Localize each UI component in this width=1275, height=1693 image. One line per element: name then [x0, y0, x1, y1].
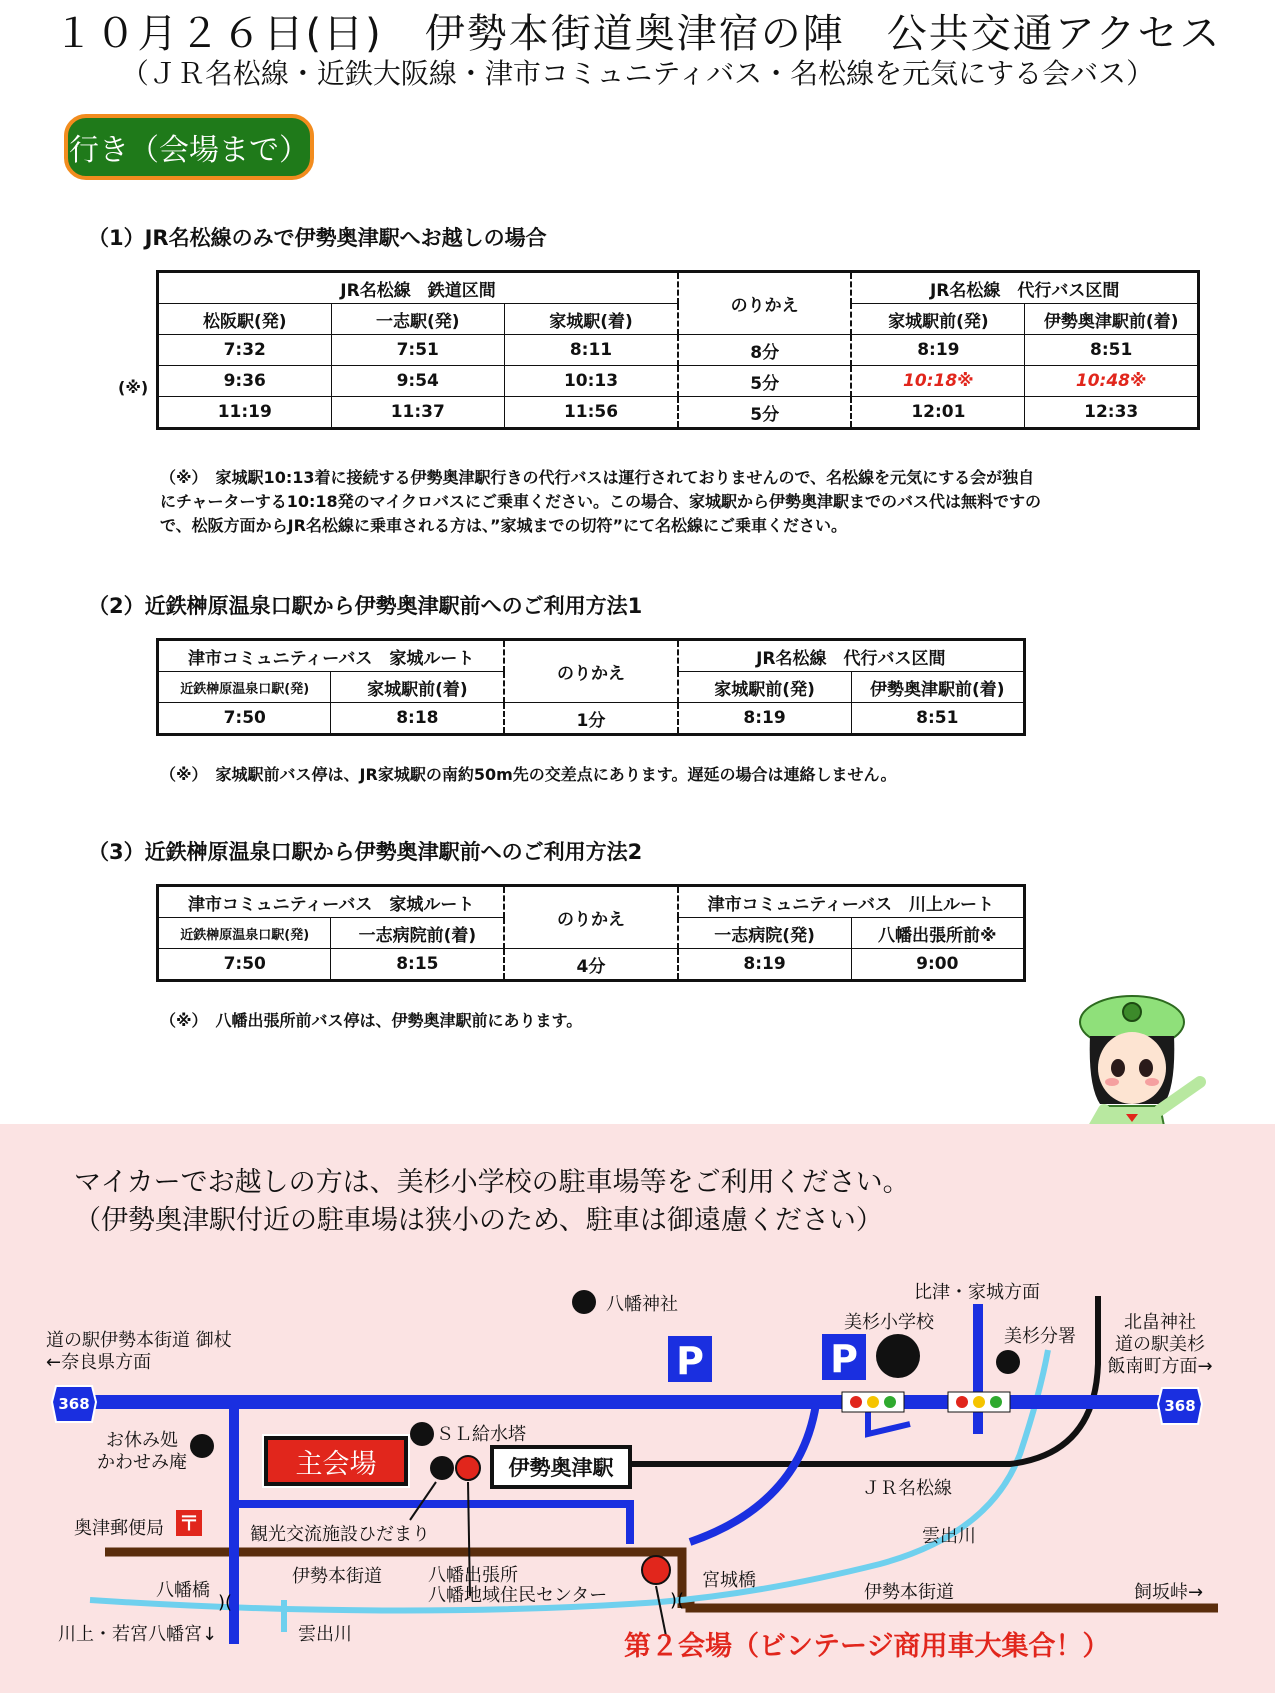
map-label: 雲出川: [298, 1624, 352, 1645]
table-cell: 8:15: [331, 949, 504, 981]
access-map: [0, 1124, 1275, 1693]
fire-station-dot: [996, 1350, 1020, 1374]
table-row: [158, 949, 1025, 981]
table-cell: 5分: [678, 366, 851, 397]
school-dot: [876, 1334, 920, 1378]
map-label: ＳＬ給水塔: [436, 1424, 526, 1445]
table-cell: 7:50: [158, 949, 331, 981]
map-label: 雲出川: [922, 1526, 976, 1547]
page-title: １０月２６日(日) 伊勢本街道奥津宿の陣 公共交通アクセス: [53, 11, 1222, 57]
bridge-mark: )(: [670, 1590, 685, 1611]
table-row: [158, 397, 1199, 429]
map-label-kitabatake: 北畠神社 道の駅美杉 飯南町方面→: [1107, 1312, 1213, 1377]
column-header: 家城駅前(発): [678, 672, 851, 703]
map-label-michinoeki: 道の駅伊勢本街道 御杖 ←奈良県方面: [46, 1330, 232, 1373]
transfer-header: のりかえ: [678, 272, 851, 335]
table-cell: 8分: [678, 335, 851, 366]
section3-note: （※） 八幡出張所前バス停は、伊勢奥津駅前にあります。: [160, 1011, 583, 1030]
table-cell: 1分: [504, 703, 677, 735]
timetable-3: [156, 884, 1026, 982]
transfer-header: のりかえ: [504, 886, 677, 949]
oyasumi-dot: [190, 1434, 214, 1458]
page-subtitle: （ＪＲ名松線・近鉄大阪線・津市コミュニティバス・名松線を元気にする会バス）: [120, 57, 1155, 90]
table-row: [158, 366, 1199, 397]
map-label: 川上・若宮八幡宮↓: [58, 1624, 218, 1645]
table-row: [158, 335, 1199, 366]
road-station: [690, 1404, 816, 1542]
group-header: 津市コミュニティーバス 家城ルート: [158, 886, 505, 918]
column-header: 伊勢奥津駅前(着): [1025, 304, 1199, 335]
station-box: 伊勢奥津駅: [490, 1445, 632, 1489]
table-cell: 9:00: [851, 949, 1024, 981]
table-cell: 7:32: [158, 335, 332, 366]
column-header: 八幡出張所前※: [851, 918, 1024, 949]
table-cell-highlight: 10:18※: [851, 366, 1025, 397]
second-venue-dot: [642, 1556, 670, 1584]
table-cell: 9:54: [331, 366, 505, 397]
direction-badge: 行き（会場まで）: [64, 114, 314, 180]
table-cell: 11:37: [331, 397, 505, 429]
column-header: 家城駅前(発): [851, 304, 1025, 335]
table-cell: 11:56: [505, 397, 679, 429]
table-cell: 8:18: [331, 703, 504, 735]
table-cell: 8:19: [851, 335, 1025, 366]
bridge-mark: )(: [218, 1592, 233, 1613]
car-notice-line2: （伊勢奥津駅付近の駐車場は狭小のため、駐車は御遠慮ください）: [74, 1205, 883, 1236]
map-label: ＪＲ名松線: [862, 1478, 952, 1499]
column-header: 近鉄榊原温泉口駅(発): [158, 918, 331, 949]
table-cell: 10:13: [505, 366, 679, 397]
table-cell: 8:11: [505, 335, 679, 366]
map-label: 比津・家城方面: [914, 1282, 1040, 1303]
table-cell: 7:51: [331, 335, 505, 366]
group-header: 津市コミュニティーバス 家城ルート: [158, 640, 505, 672]
section1-note: （※） 家城駅10:13着に接続する伊勢奥津駅行きの代行バスは運行されておりませんので、名松線を元気にする会が独自 にチャーターする10:18発のマイクロバスにご乗車ください。この場合、家城駅から伊勢奥津駅までのバス代は無料ですの で、松阪方面からJR名松線に乗車される方は、”家城までの切符”にて名松線にご乗車ください。: [160, 468, 1042, 535]
route-number: 368: [58, 1395, 90, 1413]
route-number: 368: [1164, 1397, 1196, 1415]
column-header: 一志病院(発): [678, 918, 851, 949]
column-header: 家城駅前(着): [331, 672, 504, 703]
map-label-office: 八幡出張所 八幡地域住民センター: [428, 1565, 608, 1606]
group-header: JR名松線 代行バス区間: [678, 640, 1025, 672]
group-header: 津市コミュニティーバス 川上ルート: [678, 886, 1025, 918]
map-label-oyasumi: お休み処 かわせみ庵: [97, 1430, 187, 1473]
ise-road-right: [682, 1604, 1218, 1608]
sl-tower-dot: [410, 1422, 434, 1446]
table-row: [158, 703, 1025, 735]
map-label: 伊勢本街道: [864, 1582, 954, 1603]
column-header: 一志病院前(着): [331, 918, 504, 949]
table-cell: 11:19: [158, 397, 332, 429]
table-cell: 8:19: [678, 703, 851, 735]
map-label: 観光交流施設ひだまり: [250, 1524, 430, 1545]
table-cell: 8:19: [678, 949, 851, 981]
office-dot: [456, 1456, 480, 1480]
timetable-1: [156, 270, 1200, 430]
table-cell: 8:51: [851, 703, 1024, 735]
map-label: 奥津郵便局: [74, 1518, 164, 1539]
column-header: 松阪駅(発): [158, 304, 332, 335]
table-cell: 8:51: [1025, 335, 1199, 366]
svg-text:〒: 〒: [179, 1511, 199, 1535]
svg-text:P: P: [676, 1339, 704, 1383]
table-cell: 9:36: [158, 366, 332, 397]
table-cell-highlight: 10:48※: [1025, 366, 1199, 397]
map-label: 宮城橋: [702, 1570, 756, 1591]
main-venue-box: 主会場: [264, 1436, 408, 1486]
map-label: 伊勢本街道: [292, 1566, 382, 1587]
map-label: 美杉分署: [1004, 1326, 1076, 1347]
svg-text:P: P: [830, 1337, 858, 1381]
hidamari-dot: [430, 1456, 454, 1480]
map-label: 美杉小学校: [844, 1312, 934, 1333]
hachiman-shrine-dot: [572, 1290, 596, 1314]
car-notice-line1: マイカーでお越しの方は、美杉小学校の駐車場等をご利用ください。: [74, 1167, 910, 1198]
map-label: 飼坂峠→: [1134, 1582, 1204, 1603]
group-header: JR名松線 鉄道区間: [158, 272, 679, 304]
column-header: 家城駅(着): [505, 304, 679, 335]
table-cell: 12:33: [1025, 397, 1199, 429]
column-header: 一志駅(発): [331, 304, 505, 335]
column-header: 近鉄榊原温泉口駅(発): [158, 672, 331, 703]
table-cell: 5分: [678, 397, 851, 429]
table-cell: 12:01: [851, 397, 1025, 429]
row-mark: (※): [118, 378, 149, 397]
second-venue-label: 第２会場（ビンテージ商用車大集合！）: [624, 1631, 1110, 1662]
section3-heading: （3）近鉄榊原温泉口駅から伊勢奥津駅前へのご利用方法2: [88, 840, 643, 864]
group-header: JR名松線 代行バス区間: [851, 272, 1198, 304]
transfer-header: のりかえ: [504, 640, 677, 703]
column-header: 伊勢奥津駅前(着): [851, 672, 1024, 703]
section1-heading: （1）JR名松線のみで伊勢奥津駅へお越しの場合: [88, 226, 547, 250]
timetable-2: [156, 638, 1026, 736]
section2-heading: （2）近鉄榊原温泉口駅から伊勢奥津駅前へのご利用方法1: [88, 594, 643, 618]
table-cell: 7:50: [158, 703, 331, 735]
table-cell: 4分: [504, 949, 677, 981]
section2-note: （※） 家城駅前バス停は、JR家城駅の南約50m先の交差点にあります。遅延の場合は連絡しません。: [160, 765, 897, 784]
map-label: 八幡神社: [606, 1294, 678, 1315]
map-label: 八幡橋: [156, 1580, 210, 1601]
